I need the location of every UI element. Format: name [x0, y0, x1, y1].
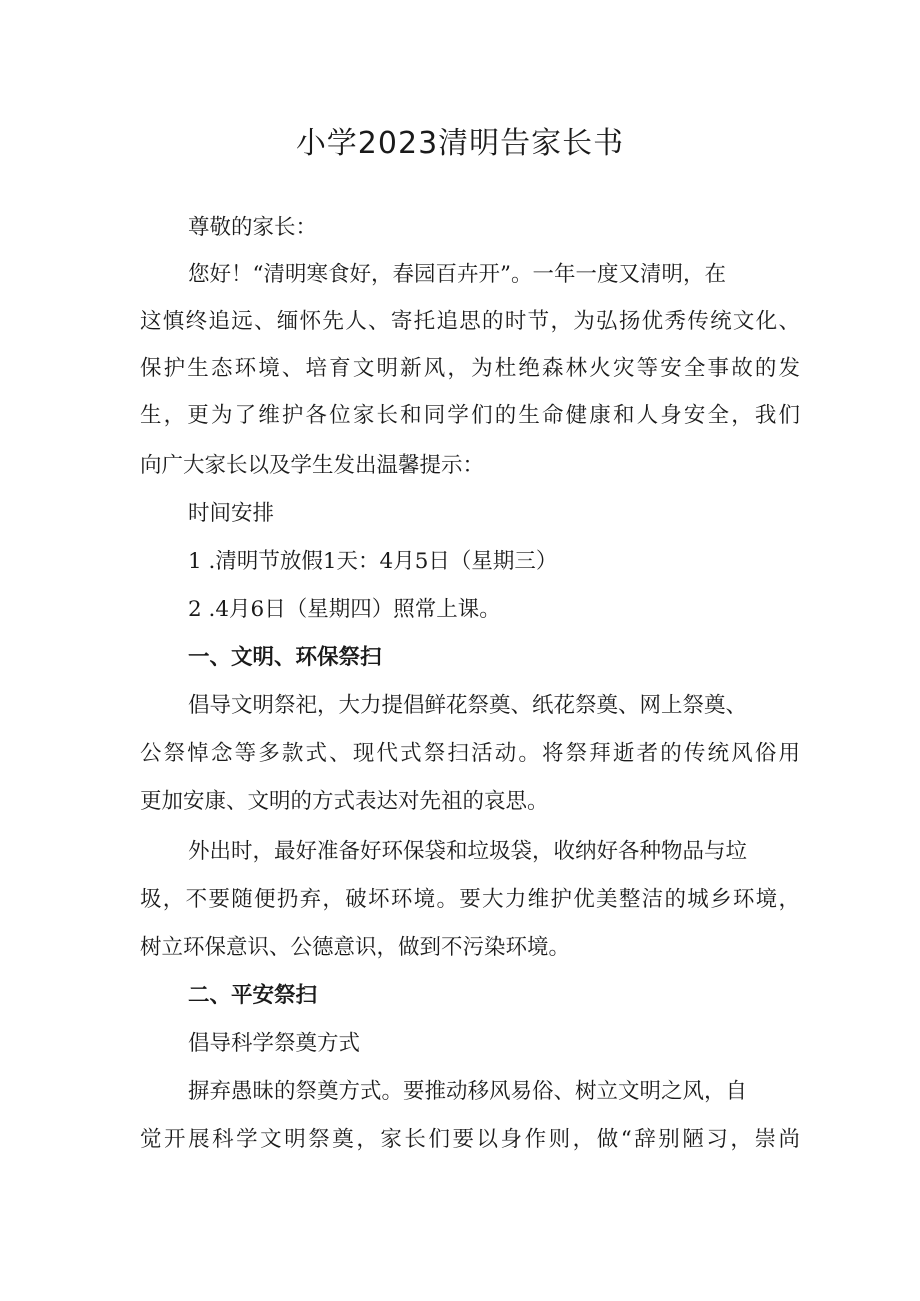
section-2-para-1-line: 摒弃愚昧的祭奠方式。要推动移风易俗、树立文明之风，自 [188, 1079, 748, 1104]
section-1-para-1-line: 倡导文明祭祀，大力提倡鲜花祭奠、纸花祭奠、网上祭奠、 [188, 693, 748, 718]
intro-line-5: 向广大家长以及学生发出温馨提示： [140, 453, 485, 478]
intro-line-2: 这慎终追远、缅怀先人、寄托追思的时节，为弘扬优秀传统文化、 [140, 309, 800, 334]
schedule-heading: 时间安排 [188, 501, 275, 526]
greeting: 尊敬的家长： [188, 215, 318, 240]
section-2-heading: 二、平安祭扫 [188, 983, 318, 1008]
section-1-para-1-line: 公祭悼念等多款式、现代式祭扫活动。将祭拜逝者的传统风俗用 [140, 741, 800, 766]
schedule-item: 1 .清明节放假1天：4月5日（星期三） [188, 549, 558, 574]
intro-line-3: 保护生态环境、培育文明新风，为杜绝森林火灾等安全事故的发 [140, 356, 800, 381]
section-1-para-2-line: 外出时，最好准备好环保袋和垃圾袋，收纳好各种物品与垃 [188, 839, 748, 864]
section-1-para-2-line: 圾，不要随便扔弃，破坏环境。要大力维护优美整洁的城乡环境， [140, 887, 800, 912]
section-1-heading: 一、文明、环保祭扫 [188, 645, 382, 670]
document-title: 小学2023清明告家长书 [295, 126, 625, 161]
intro-line-1: 您好！“清明寒食好，春园百卉开”。一年一度又清明，在 [188, 262, 726, 287]
section-1-para-1-line: 更加安康、文明的方式表达对先祖的哀思。 [140, 789, 549, 814]
section-1-para-2-line: 树立环保意识、公德意识，做到不污染环境。 [140, 935, 571, 960]
section-2-subheading: 倡导科学祭奠方式 [188, 1031, 361, 1056]
section-2-para-1-line: 觉开展科学文明祭奠，家长们要以身作则，做“辞别陋习，崇尚 [140, 1127, 800, 1152]
intro-line-4: 生，更为了维护各位家长和同学们的生命健康和人身安全，我们 [140, 403, 800, 428]
schedule-item: 2 .4月6日（星期四）照常上课。 [188, 597, 501, 622]
